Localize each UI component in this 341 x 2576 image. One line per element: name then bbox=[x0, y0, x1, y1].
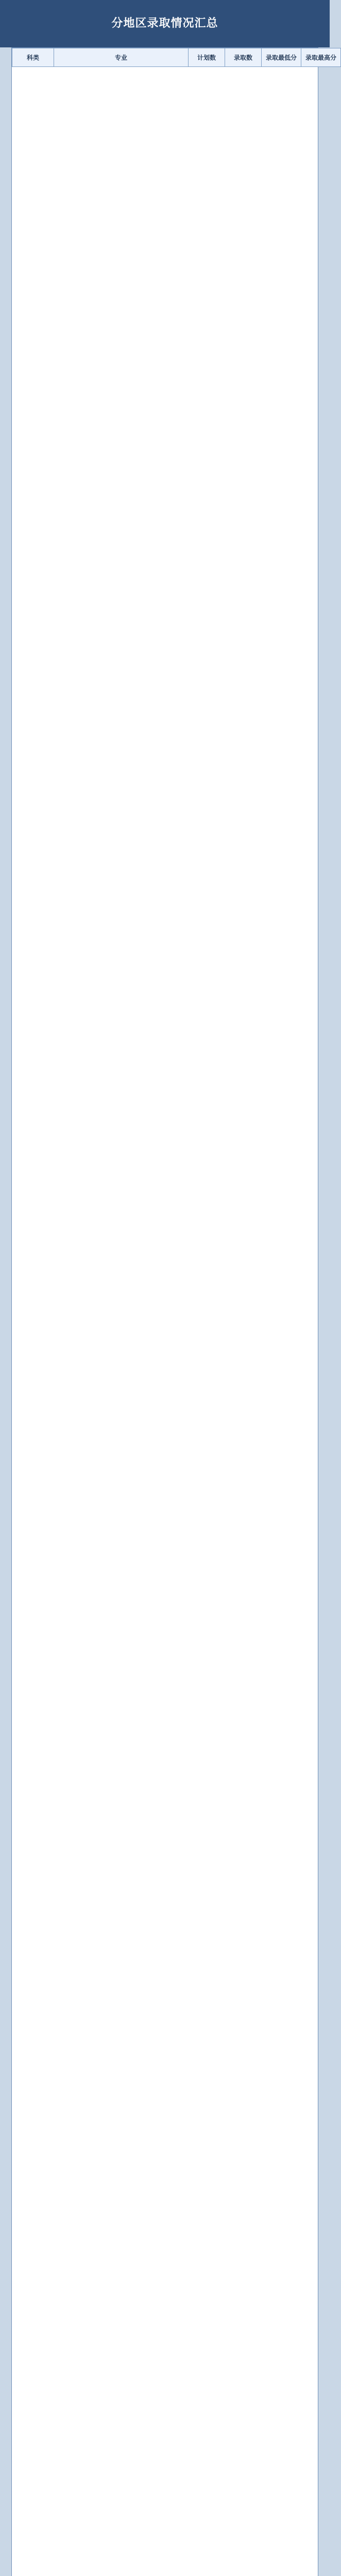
admissions-table bbox=[12, 48, 341, 67]
page-title: 分地区录取情况汇总 bbox=[111, 17, 218, 30]
header-band bbox=[0, 0, 330, 47]
column-header-min-score: 录取最低分 bbox=[262, 48, 301, 67]
column-header-major: 专业 bbox=[54, 48, 189, 67]
admissions-table-card bbox=[11, 47, 336, 2576]
column-header-admitted-count: 录取数 bbox=[225, 48, 262, 67]
table-header-row bbox=[12, 48, 341, 67]
table-header bbox=[12, 48, 341, 67]
column-header-max-score: 录取最高分 bbox=[301, 48, 341, 67]
column-header-category: 科类 bbox=[12, 48, 54, 67]
column-header-plan-count: 计划数 bbox=[189, 48, 225, 67]
